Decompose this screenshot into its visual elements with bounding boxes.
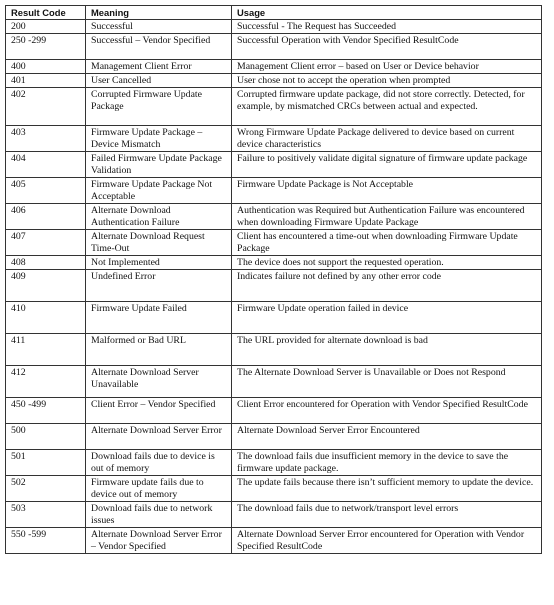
table-row bbox=[6, 88, 542, 126]
table-row bbox=[6, 398, 542, 424]
table-row bbox=[6, 126, 542, 152]
meaning-cell: Firmware Update Failed bbox=[86, 302, 232, 334]
usage-cell: Alternate Download Server Error encountered for Operation with Vendor Specified ResultCode bbox=[232, 528, 542, 554]
meaning-cell: Alternate Download Server Error bbox=[86, 424, 232, 450]
usage-cell: Wrong Firmware Update Package delivered to device based on current device characteristics bbox=[232, 126, 542, 152]
result-code-table bbox=[5, 5, 542, 554]
table-row bbox=[6, 270, 542, 302]
result-code-cell: 405 bbox=[6, 178, 86, 204]
table-row bbox=[6, 424, 542, 450]
meaning-cell: Alternate Download Server Error – Vendor Specified bbox=[86, 528, 232, 554]
result-code-document bbox=[5, 5, 542, 554]
table-body bbox=[6, 20, 542, 554]
result-code-cell: 200 bbox=[6, 20, 86, 34]
meaning-cell: Undefined Error bbox=[86, 270, 232, 302]
table-row bbox=[6, 204, 542, 230]
result-code-cell: 404 bbox=[6, 152, 86, 178]
meaning-cell: Alternate Download Request Time-Out bbox=[86, 230, 232, 256]
table-row bbox=[6, 334, 542, 366]
result-code-cell: 502 bbox=[6, 476, 86, 502]
result-code-cell: 402 bbox=[6, 88, 86, 126]
usage-cell: Successful - The Request has Succeeded bbox=[232, 20, 542, 34]
meaning-cell: Management Client Error bbox=[86, 60, 232, 74]
table-row bbox=[6, 34, 542, 60]
table-header-row bbox=[6, 6, 542, 20]
result-code-cell: 550 -599 bbox=[6, 528, 86, 554]
usage-cell: Successful Operation with Vendor Specified ResultCode bbox=[232, 34, 542, 60]
table-row bbox=[6, 502, 542, 528]
result-code-cell: 501 bbox=[6, 450, 86, 476]
table-row bbox=[6, 256, 542, 270]
meaning-cell: Client Error – Vendor Specified bbox=[86, 398, 232, 424]
result-code-cell: 407 bbox=[6, 230, 86, 256]
result-code-cell: 412 bbox=[6, 366, 86, 398]
usage-cell: Indicates failure not defined by any other error code bbox=[232, 270, 542, 302]
result-code-cell: 503 bbox=[6, 502, 86, 528]
result-code-cell: 406 bbox=[6, 204, 86, 230]
usage-cell: The download fails due insufficient memory in the device to save the firmware update package. bbox=[232, 450, 542, 476]
usage-cell: Firmware Update Package is Not Acceptable bbox=[232, 178, 542, 204]
usage-cell: Alternate Download Server Error Encountered bbox=[232, 424, 542, 450]
result-code-cell: 250 -299 bbox=[6, 34, 86, 60]
meaning-cell: Successful bbox=[86, 20, 232, 34]
usage-cell: Authentication was Required but Authentication Failure was encountered when downloading Firmware Update Package bbox=[232, 204, 542, 230]
usage-cell: Management Client error – based on User or Device behavior bbox=[232, 60, 542, 74]
meaning-cell: Firmware update fails due to device out of memory bbox=[86, 476, 232, 502]
usage-cell: The URL provided for alternate download is bad bbox=[232, 334, 542, 366]
table-row bbox=[6, 74, 542, 88]
meaning-cell: Not Implemented bbox=[86, 256, 232, 270]
table-row bbox=[6, 152, 542, 178]
table-row bbox=[6, 476, 542, 502]
usage-cell: The update fails because there isn’t sufficient memory to update the device. bbox=[232, 476, 542, 502]
table-row bbox=[6, 450, 542, 476]
table-row bbox=[6, 528, 542, 554]
result-code-cell: 408 bbox=[6, 256, 86, 270]
result-code-cell: 410 bbox=[6, 302, 86, 334]
header-usage: Usage bbox=[232, 6, 542, 20]
table-row bbox=[6, 20, 542, 34]
result-code-cell: 409 bbox=[6, 270, 86, 302]
meaning-cell: User Cancelled bbox=[86, 74, 232, 88]
table-row bbox=[6, 302, 542, 334]
table-row bbox=[6, 230, 542, 256]
usage-cell: The device does not support the requested operation. bbox=[232, 256, 542, 270]
meaning-cell: Download fails due to device is out of memory bbox=[86, 450, 232, 476]
usage-cell: The download fails due to network/transport level errors bbox=[232, 502, 542, 528]
meaning-cell: Alternate Download Server Unavailable bbox=[86, 366, 232, 398]
header-meaning: Meaning bbox=[86, 6, 232, 20]
meaning-cell: Malformed or Bad URL bbox=[86, 334, 232, 366]
result-code-cell: 400 bbox=[6, 60, 86, 74]
meaning-cell: Corrupted Firmware Update Package bbox=[86, 88, 232, 126]
meaning-cell: Download fails due to network issues bbox=[86, 502, 232, 528]
header-result-code: Result Code bbox=[6, 6, 86, 20]
meaning-cell: Failed Firmware Update Package Validation bbox=[86, 152, 232, 178]
usage-cell: Client Error encountered for Operation with Vendor Specified ResultCode bbox=[232, 398, 542, 424]
meaning-cell: Firmware Update Package – Device Mismatch bbox=[86, 126, 232, 152]
table-row bbox=[6, 366, 542, 398]
table-row bbox=[6, 60, 542, 74]
meaning-cell: Firmware Update Package Not Acceptable bbox=[86, 178, 232, 204]
result-code-cell: 500 bbox=[6, 424, 86, 450]
result-code-cell: 401 bbox=[6, 74, 86, 88]
usage-cell: Corrupted firmware update package, did not store correctly. Detected, for example, by mismatched CRCs between actual and expected. bbox=[232, 88, 542, 126]
table-row bbox=[6, 178, 542, 204]
usage-cell: User chose not to accept the operation when prompted bbox=[232, 74, 542, 88]
meaning-cell: Successful – Vendor Specified bbox=[86, 34, 232, 60]
meaning-cell: Alternate Download Authentication Failure bbox=[86, 204, 232, 230]
result-code-cell: 411 bbox=[6, 334, 86, 366]
usage-cell: Failure to positively validate digital signature of firmware update package bbox=[232, 152, 542, 178]
usage-cell: The Alternate Download Server is Unavailable or Does not Respond bbox=[232, 366, 542, 398]
usage-cell: Client has encountered a time-out when downloading Firmware Update Package bbox=[232, 230, 542, 256]
result-code-cell: 450 -499 bbox=[6, 398, 86, 424]
result-code-cell: 403 bbox=[6, 126, 86, 152]
usage-cell: Firmware Update operation failed in device bbox=[232, 302, 542, 334]
